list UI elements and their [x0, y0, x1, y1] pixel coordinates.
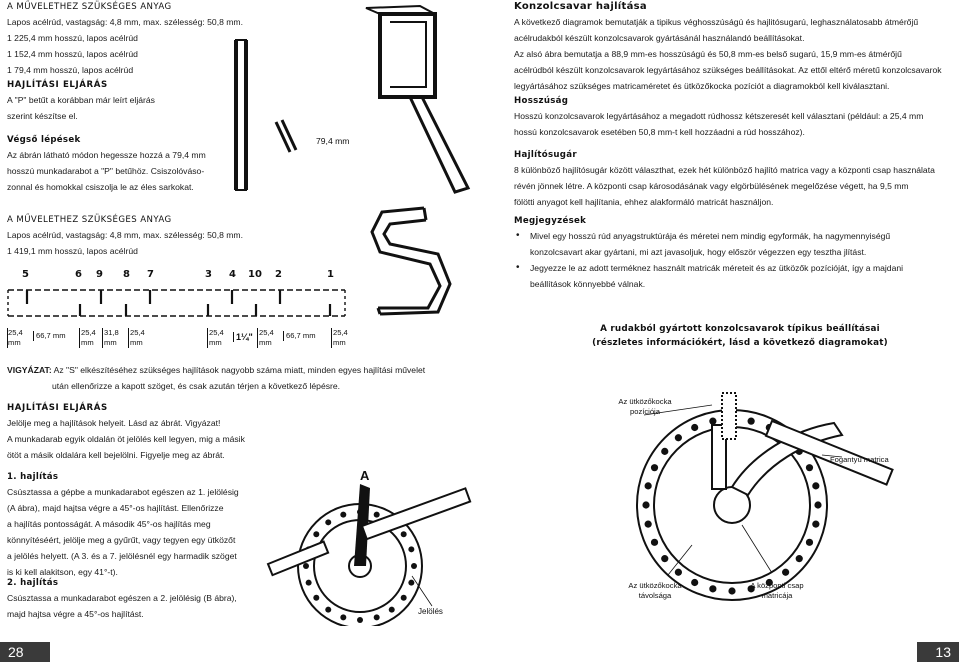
ring-hole — [408, 580, 414, 586]
ring-hole — [709, 418, 716, 425]
bender-diagram — [572, 385, 952, 610]
bend-2-heading: 2. hajlítás — [7, 578, 59, 588]
warning-text: Az "S" elkészítéséhez szükséges hajlítások nagyobb száma miatt, minden egyes hajlítási művelet — [53, 365, 426, 375]
ring-hole — [675, 434, 682, 441]
intro-line: A következő diagramok bemutatják a tipikus véghosszúságú és hajlitósugarú, leghasználatosabb átmérőjű — [514, 17, 919, 27]
procedure-section-1 — [7, 78, 155, 124]
page-number-left — [0, 642, 50, 662]
ring-hole — [325, 519, 331, 525]
dim-segment: 25,4 mm — [79, 328, 101, 348]
final-steps-section — [7, 133, 206, 195]
dim-segment: 66,7 mm — [283, 331, 316, 341]
dim-segment: 25,4 mm — [207, 328, 231, 348]
ring-hole — [796, 555, 803, 562]
ring-hole — [401, 531, 407, 537]
warning-label: VIGYÁZAT: — [7, 365, 52, 375]
materials-line: 1 225,4 mm hosszú, lapos acélrúd — [7, 33, 138, 43]
label-handle: Fogantyú matrica — [830, 455, 889, 464]
dim-segment: 25,4 mm — [128, 328, 152, 348]
length-line: Hosszú konzolcsavarok legyártásához a megadott rúdhossz kétszeresét kell választani (például: a 25,4 mm — [514, 111, 924, 121]
materials-heading-2: A MŰVELETHEZ SZÜKSÉGES ANYAG — [7, 215, 172, 225]
intro-line: acélrudakból készült konzolcsavarok gyártásánál használandó beállításokat. — [514, 33, 805, 43]
intro-line: Az alsó ábra bemutatja a 88,9 mm-es hosszúságú és 50,8 mm-es belső sugarú, 15,9 mm-es átmérőjű — [514, 49, 902, 59]
caption-line-1: A rudakból gyártott konzolcsavarok típikus beállításai — [600, 324, 880, 334]
ruler-mark: 4 — [229, 269, 236, 280]
ring-hole — [325, 607, 331, 613]
ring-hole — [782, 569, 789, 576]
ring-hole — [411, 563, 417, 569]
ring-hole — [313, 595, 319, 601]
warning-text-2: után ellenőrizze a kapott szöget, és csak azután térjen a következő lépésre. — [52, 381, 341, 391]
ring-hole — [408, 546, 414, 552]
ring-hole — [691, 579, 698, 586]
ruler-bar — [0, 286, 350, 320]
letter-s-drawing — [368, 204, 458, 316]
materials-line: 1 152,4 mm hosszú, lapos acélrúd — [7, 49, 138, 59]
caption-line-2: (részletes információkért, lásd a következő diagramokat) — [592, 338, 888, 348]
ring-hole — [401, 595, 407, 601]
figure-a-label: A — [360, 468, 370, 483]
ruler-mark: 3 — [205, 269, 212, 280]
radius-line: fölötti anyagot kell hajlítania, ehhez alakformáló matricát használjon. — [514, 197, 774, 207]
materials-line: 1 79,4 mm hosszú, lapos acélrúd — [7, 65, 134, 75]
ring-hole — [661, 448, 668, 455]
ruler-mark: 2 — [275, 269, 282, 280]
ring-hole — [374, 614, 380, 620]
label-center-pin: A központi csap matricája — [750, 581, 804, 600]
bend-1-line: is ki kell alakitson, egy 41°-t). — [7, 567, 118, 577]
ring-hole — [642, 501, 649, 508]
ring-hole — [357, 617, 363, 623]
diagram-caption — [560, 322, 920, 350]
bend-1-line: könnyítéséért, jelölje meg a gyűrűt, vagy tegyen egy ütközőt — [7, 535, 236, 545]
ring-hole — [661, 555, 668, 562]
procedure-line: A munkadarab egyik oldalán öt jelölés kell legyen, mig a másik — [7, 434, 245, 444]
materials-line: 1 419,1 mm hosszú, lapos acélrúd — [7, 246, 138, 256]
procedure-section-2 — [7, 401, 245, 463]
note-line: • Jegyezze le az adott terméknez használt matricák méreteit és az ütközők pozícióját, így a majdani — [530, 263, 904, 273]
page-number-right — [917, 642, 959, 662]
ruler-mark: 5 — [22, 269, 29, 280]
dim-segment: 25,4 mm — [7, 328, 30, 348]
bender-figure-a — [262, 466, 482, 626]
final-steps-line: zonnal és homokkal csiszolja le az éles sarkokat. — [7, 182, 194, 192]
radius-heading: Hajlítósugár — [514, 150, 577, 160]
ring-hole — [709, 585, 716, 592]
notes-heading: Megjegyzések — [514, 216, 587, 226]
radius-line: révén jönnek létre. A központi csap károsodásának vagy elgörbülésének megelőzése végett, ha 9,5 mm — [514, 181, 909, 191]
dim-segment: 25,4 mm — [331, 328, 353, 348]
ruler-mark: 8 — [123, 269, 130, 280]
ruler-mark: 1 — [327, 269, 334, 280]
ring-hole — [806, 464, 813, 471]
ruler-dimensions — [0, 328, 350, 354]
ring-hole — [303, 563, 309, 569]
bend-1-section — [7, 470, 239, 580]
ring-hole — [812, 521, 819, 528]
ring-hole — [340, 512, 346, 518]
dim-segment: 1¼" — [233, 332, 253, 342]
ruler-mark: 6 — [75, 269, 82, 280]
procedure-heading-2: HAJLÍTÁSI ELJÁRÁS — [7, 403, 108, 413]
page-number-right-text: 13 — [935, 644, 951, 660]
ring-hole — [812, 482, 819, 489]
ring-hole — [651, 464, 658, 471]
ring-hole — [651, 539, 658, 546]
procedure-line: ötöt a másik oldalára kell bejelölni. Figyelje meg az ábrát. — [7, 450, 225, 460]
procedure-line: Jelölje meg a hajlítások helyeit. Lásd az ábrát. Vigyázat! — [7, 418, 221, 428]
ring-hole — [691, 424, 698, 431]
dim-segment: 31,8 mm — [102, 328, 126, 348]
procedure-line: A "P" betűt a korábban már leírt eljárás — [7, 95, 155, 105]
notes-section — [514, 214, 903, 292]
ring-hole — [313, 531, 319, 537]
bend-1-line: (A ábra), majd hajtsa végre a 45°-os hajlítást. Ellenőrizze — [7, 503, 224, 513]
ruler-mark: 9 — [96, 269, 103, 280]
ring-hole — [728, 587, 735, 594]
procedure-heading: HAJLÍTÁSI ELJÁRÁS — [7, 80, 108, 90]
note-line: • Mivel egy hosszú rúd anyagstruktúrája és méretei nem mindig egyformák, ha nagymennyiségű — [530, 231, 891, 241]
notes-list — [514, 228, 903, 292]
length-line: hossú konzolcsavarok esetében 50,8 mm-t kell hozzáadni a rúd hosszához). — [514, 127, 805, 137]
dim-segment: 25,4 mm — [257, 328, 281, 348]
ruler-mark: 10 — [248, 269, 262, 280]
note-line: beállítások könnyebbé válnak. — [530, 279, 646, 289]
materials-line: Lapos acélrúd, vastagság: 4,8 mm, max. szélesség: 50,8 mm. — [7, 230, 243, 240]
bend-2-line: Csúsztassa a munkadarabot egészen a 2. jelölésig (B ábra), — [7, 593, 237, 603]
intro-line: legyártásához szükséges matricaméretet és ütközőkocka pozíciót a diagramokból kell kiválasztani. — [514, 81, 890, 91]
ring-hole — [340, 614, 346, 620]
label-stop-distance: Az ütközőkocka távolsága — [628, 581, 682, 600]
materials-heading: A MŰVELETHEZ SZÜKSÉGES ANYAG — [7, 2, 172, 12]
materials-line: Lapos acélrúd, vastagság: 4,8 mm, max. szélesség: 50,8 mm. — [7, 17, 243, 27]
bend-1-line: a jelölés helyett. (A 3. és a 7. jelölésnél egy harmadik szöget — [7, 551, 237, 561]
ring-hole — [645, 521, 652, 528]
ring-hole — [374, 512, 380, 518]
materials-section-1 — [7, 0, 243, 78]
page-title: Konzolcsavar hajlítása — [514, 1, 647, 12]
final-steps-heading: Végső lépések — [7, 135, 81, 145]
bend-1-line: a hajlítás pontosságát. A második 45°-os hajlítás meg — [7, 519, 211, 529]
bend-2-section — [7, 576, 237, 622]
ring-hole — [675, 569, 682, 576]
final-steps-line: Az ábrán látható módon hegessze hozzá a 79,4 mm — [7, 150, 206, 160]
ring-hole — [645, 482, 652, 489]
radius-line: 8 különböző hajlítósugár között választhat, ezek hét különböző hajlító matrica vagy a központi csap használata — [514, 165, 935, 175]
procedure-line: szerint készítse el. — [7, 111, 78, 121]
ring-hole — [814, 501, 821, 508]
note-item — [514, 228, 903, 260]
length-heading: Hosszúság — [514, 96, 569, 106]
intro-line: acélrúdból készült konzolcsavarok legyártásához szükséges beállításokat. Az ettől eltérő méretű konzolcsavarok — [514, 65, 942, 75]
dim-segment: 66,7 mm — [33, 331, 66, 341]
warning-block — [7, 362, 425, 394]
label-stop-block: Az ütközőkocka pozíciója — [618, 397, 672, 416]
note-item — [514, 260, 903, 292]
letter-p-drawing — [230, 2, 480, 200]
bend-2-line: majd hajtsa végre a 45°-os hajlítást. — [7, 609, 144, 619]
ruler-mark: 7 — [147, 269, 154, 280]
final-steps-line: hosszú munkadarabot a "P" betűhöz. Csiszolóváso- — [7, 166, 205, 176]
ring-hole — [389, 607, 395, 613]
note-line: konzolcsavart akar gyártani, mi azt javasoljuk, hogy először végezzen egy tesztha jlítást. — [530, 247, 867, 257]
bend-1-line: Csúsztassa a gépbe a munkadarabot egészen az 1. jelölésig — [7, 487, 239, 497]
length-section — [514, 94, 923, 140]
bend-1-heading: 1. hajlítás — [7, 472, 59, 482]
mark-label: Jelölés — [418, 607, 443, 616]
ring-hole — [806, 539, 813, 546]
page-number-left-text: 28 — [8, 644, 24, 660]
materials-section-2 — [7, 213, 243, 259]
p-dimension-label: 79,4 mm — [316, 136, 350, 146]
ring-hole — [306, 580, 312, 586]
right-intro — [514, 0, 942, 94]
bend-marks-ruler — [0, 268, 350, 358]
radius-section — [514, 148, 935, 210]
ring-hole — [748, 418, 755, 425]
